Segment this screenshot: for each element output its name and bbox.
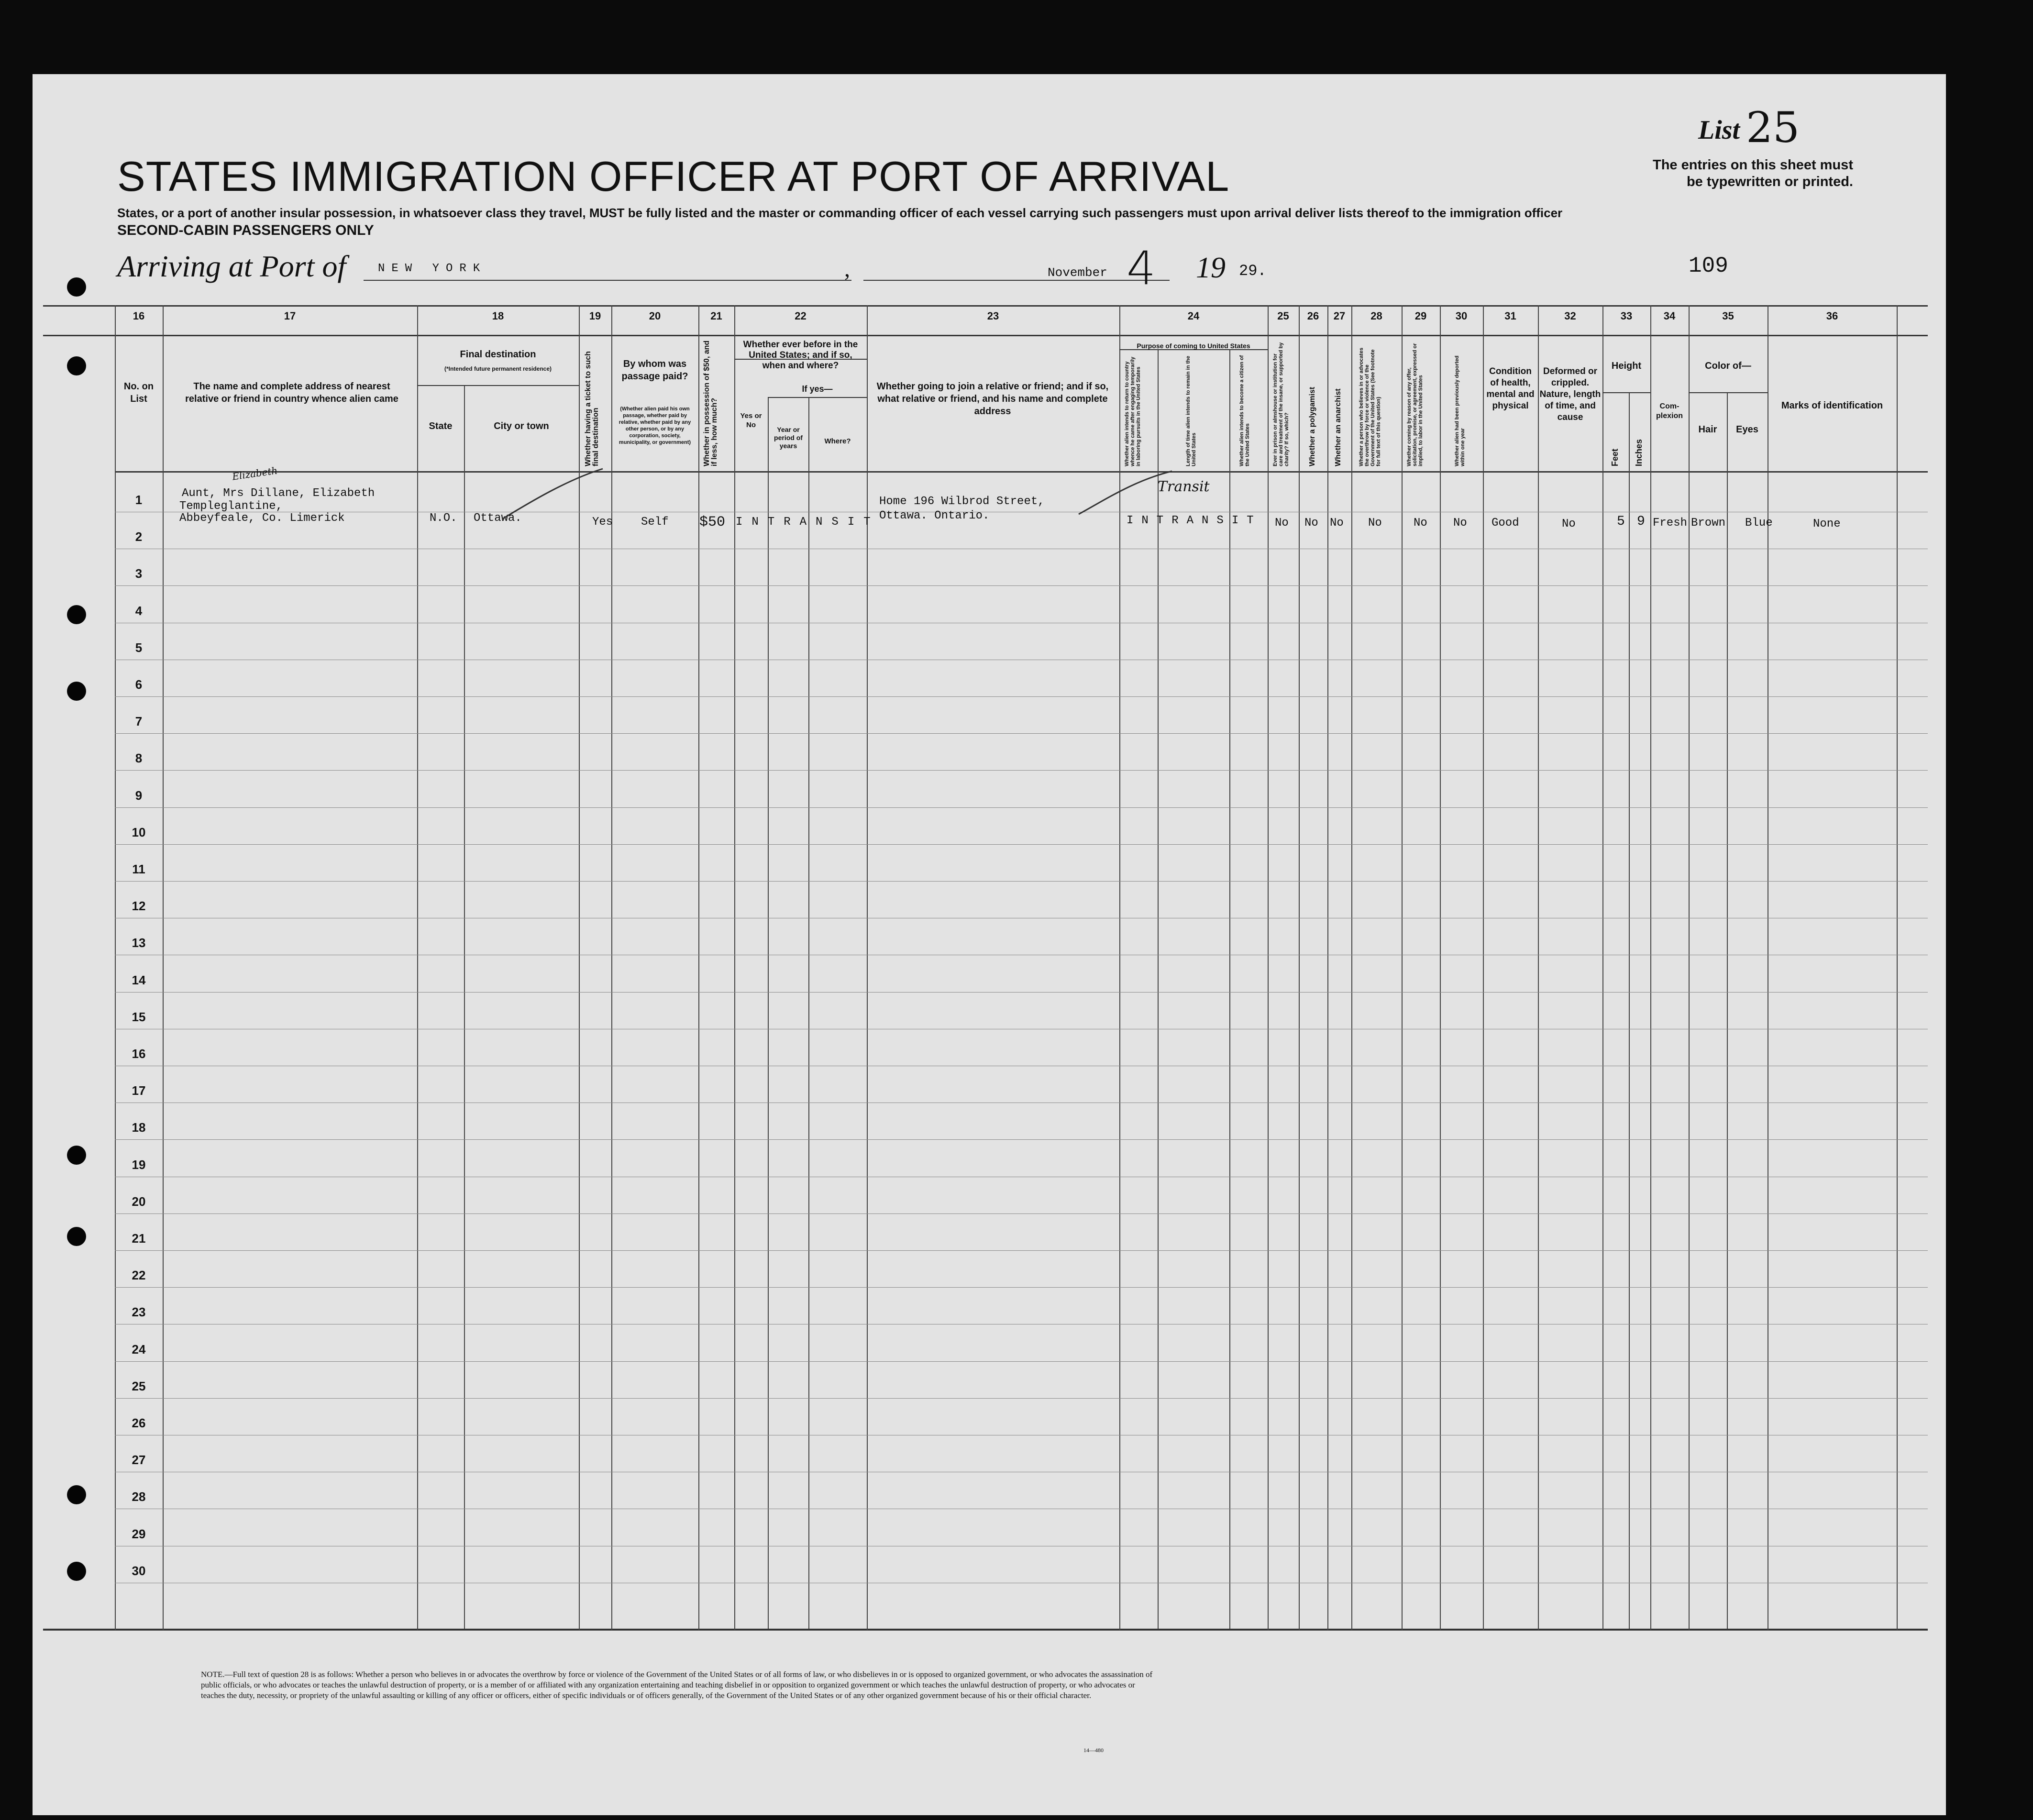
row-number: 28 xyxy=(132,1489,146,1504)
header-rule xyxy=(43,335,1928,336)
header-final-destination: Final destination xyxy=(460,349,536,360)
header-state: State xyxy=(429,421,453,431)
passage-value: Self xyxy=(641,516,669,529)
col-line xyxy=(808,397,809,1629)
row-number: 1 xyxy=(135,493,143,507)
header-prison: Ever in prison or almshouse or institution for care and treatment of the insane, or supported by charity? If so, which? xyxy=(1272,342,1290,466)
header-purpose-b: Length of time alien intends to remain in the United States xyxy=(1185,355,1197,466)
row-number: 29 xyxy=(132,1527,146,1541)
c30-value: No xyxy=(1453,517,1467,529)
header-labor-offer: Whether coming by reason of any offer, solicitation, promise, or agreement, expressed or implied, to labor in the United States xyxy=(1406,343,1424,466)
col-number: 18 xyxy=(492,310,504,322)
port-underline xyxy=(364,280,851,281)
eyes-value: Blue xyxy=(1745,517,1773,529)
row-number: 5 xyxy=(135,640,143,655)
arrival-month: November xyxy=(1048,265,1107,280)
row-rule xyxy=(115,1398,1928,1399)
col-number: 24 xyxy=(1187,310,1200,322)
relative-line2: Templeglantine, xyxy=(179,500,283,513)
header-purpose-c: Whether alien intends to become a citizen of the United States xyxy=(1239,355,1250,466)
col-line xyxy=(1402,305,1403,1630)
entries-note-line2: be typewritten or printed. xyxy=(1686,174,1853,189)
col-number: 31 xyxy=(1504,310,1516,322)
col-number: 36 xyxy=(1826,310,1838,322)
col-line xyxy=(1299,305,1300,1630)
col-line xyxy=(1727,392,1728,1629)
row-rule xyxy=(115,1139,1928,1140)
col-number: 34 xyxy=(1663,310,1676,322)
dest-city: Ottawa. xyxy=(474,512,522,525)
page-title: STATES IMMIGRATION OFFICER AT PORT OF ARRIVAL xyxy=(117,153,1230,200)
row-number: 17 xyxy=(132,1083,146,1098)
row-number: 8 xyxy=(135,751,143,765)
punch-hole xyxy=(67,1146,86,1165)
punch-hole xyxy=(67,277,86,297)
c27-value: No xyxy=(1330,517,1344,529)
relative-handwritten-note: Elizabeth xyxy=(231,464,278,483)
header-city: City or town xyxy=(494,421,549,431)
port-name: NEW YORK xyxy=(378,262,487,275)
col-number: 19 xyxy=(589,310,601,322)
row-number: 25 xyxy=(132,1379,146,1393)
health-value: Good xyxy=(1492,517,1519,529)
header-inches: Inches xyxy=(1634,439,1644,466)
row-number: 21 xyxy=(132,1231,146,1246)
relative-line1: Aunt, Mrs Dillane, Elizabeth xyxy=(182,487,375,500)
feet-value: 5 xyxy=(1617,514,1625,529)
footnote: NOTE.—Full text of question 28 is as follows: Whether a person who believes in or advocates the overthrow by force or violence of the Government of the United States or of all forms of law, or who disbelieves in or is opposed to organized government, or who advocates the assassination of public officials, or who advocates or teaches the unlawful destruction of property, or is a member of or affiliated with any organization entertaining and teaching disbelief in or opposition to organized government or which teaches the unlawful destruction of property, or who advocates or teaches the duty, necessity, or propriety of the unlawful assaulting or killing of any officer or officers, either of specific individuals or of officers generally, of the Government of the United States or of any other organized government because of his or their official character. xyxy=(201,1670,1153,1700)
header-color-of: Color of— xyxy=(1705,361,1751,371)
join-line2: Ottawa. Ontario. xyxy=(879,509,990,522)
row-number: 16 xyxy=(132,1047,146,1061)
row-rule xyxy=(115,770,1928,771)
purpose-value: INTRANSIT xyxy=(1127,514,1262,527)
row-rule xyxy=(115,696,1928,697)
row-number: 6 xyxy=(135,677,143,692)
row-number: 20 xyxy=(132,1194,146,1209)
col-line xyxy=(1689,305,1690,1630)
col-number: 21 xyxy=(710,310,722,322)
col-number: 23 xyxy=(987,310,999,322)
hair-value: Brown xyxy=(1691,517,1726,529)
header-period: Year or period of years xyxy=(774,426,803,450)
table-top-rule xyxy=(43,305,1928,307)
c26-value: No xyxy=(1304,517,1318,529)
punch-hole xyxy=(67,356,86,375)
purpose-handwritten: Transit xyxy=(1158,478,1210,495)
col-line xyxy=(1629,392,1630,1629)
row-number: 13 xyxy=(132,936,146,950)
complexion-value: Fresh xyxy=(1653,517,1688,529)
header-relative: The name and complete address of nearest relative or friend in country whence alien came xyxy=(185,381,398,404)
c28-value: No xyxy=(1368,517,1382,529)
row-rule xyxy=(115,881,1928,882)
arrival-day: 4 xyxy=(1127,242,1156,295)
row-number: 9 xyxy=(135,788,143,803)
row-number: 15 xyxy=(132,1010,146,1024)
col-line xyxy=(1351,305,1352,1630)
col-number: 25 xyxy=(1277,310,1289,322)
header-anarchist: Whether an anarchist xyxy=(1334,388,1342,466)
header-feet: Feet xyxy=(1610,448,1620,466)
col-line xyxy=(611,305,612,1630)
row-rule xyxy=(115,844,1928,845)
header-passage: By whom was passage paid? xyxy=(621,359,688,382)
comma: , xyxy=(844,256,850,282)
header-complexion: Com-plexion xyxy=(1656,402,1683,420)
row-rule xyxy=(115,585,1928,586)
dest-state: N.O. xyxy=(430,512,457,525)
arriving-label: Arriving at Port of xyxy=(117,249,346,283)
col-line xyxy=(163,305,164,1630)
marks-value: None xyxy=(1813,518,1841,530)
col-number: 30 xyxy=(1455,310,1468,322)
col-number: 16 xyxy=(133,310,145,322)
punch-hole xyxy=(67,1485,86,1504)
sub-rule xyxy=(1689,392,1768,393)
list-label: List xyxy=(1698,115,1740,145)
row-number: 14 xyxy=(132,973,146,987)
pencil-stroke xyxy=(1076,466,1177,519)
col-line xyxy=(768,397,769,1629)
table-bottom-rule xyxy=(43,1629,1928,1631)
row-rule xyxy=(115,733,1928,734)
sub-rule xyxy=(417,385,579,386)
row-rule xyxy=(115,992,1928,993)
header-deported: Whether alien had been previously deported within one year xyxy=(1454,355,1466,466)
row-rule xyxy=(115,1361,1928,1362)
row-number: 4 xyxy=(135,604,143,618)
col-line xyxy=(1897,305,1898,1630)
col-line xyxy=(464,385,465,1629)
col-number: 35 xyxy=(1722,310,1734,322)
header-possession: Whether in possession of $50, and if less, how much? xyxy=(703,340,718,466)
header-join: Whether going to join a relative or friend; and if so, what relative or friend, and his name and complete address xyxy=(876,381,1109,417)
header-ticket: Whether having a ticket to such final destination xyxy=(584,351,600,466)
row-number: 23 xyxy=(132,1305,146,1319)
row-number: 22 xyxy=(132,1268,146,1282)
col-line xyxy=(1158,349,1159,1629)
col-number: 28 xyxy=(1370,310,1382,322)
money-value: $50 xyxy=(699,514,726,530)
join-line1: Home 196 Wilbrod Street, xyxy=(879,495,1045,508)
row-number: 7 xyxy=(135,714,143,728)
c29-value: No xyxy=(1414,517,1427,529)
entries-note-line1: The entries on this sheet must xyxy=(1653,157,1853,173)
col-line xyxy=(1602,305,1603,1630)
col-line xyxy=(1440,305,1441,1630)
col-line xyxy=(698,305,699,1630)
col-number: 32 xyxy=(1564,310,1576,322)
form-code: 14—480 xyxy=(1083,1747,1104,1754)
before-value: INTRANSIT xyxy=(736,516,880,529)
header-yes-no: Yes or No xyxy=(740,412,762,429)
row-number: 30 xyxy=(132,1564,146,1578)
col-number: 22 xyxy=(795,310,807,322)
relative-line3: Abbeyfeale, Co. Limerick xyxy=(179,512,345,525)
deformed-value: No xyxy=(1562,518,1576,530)
header-no-on-list: No. on List xyxy=(123,381,154,404)
col-number: 20 xyxy=(649,310,661,322)
row-number: 2 xyxy=(135,529,143,544)
row-number: 10 xyxy=(132,825,146,839)
header-if-yes: If yes— xyxy=(802,384,833,394)
header-marks: Marks of identification xyxy=(1781,400,1883,411)
row-number: 24 xyxy=(132,1342,146,1357)
col-line xyxy=(417,305,418,1630)
col-line xyxy=(734,305,735,1630)
col-line xyxy=(1650,305,1651,1630)
ticket-value: Yes xyxy=(592,516,613,529)
sub-rule xyxy=(768,397,867,398)
header-purpose: Purpose of coming to United States xyxy=(1137,342,1250,350)
header-eyes: Eyes xyxy=(1736,424,1758,435)
list-number: 25 xyxy=(1746,103,1800,152)
col-line xyxy=(1268,305,1269,1630)
col-line xyxy=(1327,305,1328,1630)
punch-hole xyxy=(67,1227,86,1246)
header-overthrow: Whether a person who believes in or advocates the overthrow by force or violence of the Government of the United States (See footnote for full text of this question) xyxy=(1359,347,1381,466)
punch-hole xyxy=(67,682,86,701)
row-number: 27 xyxy=(132,1453,146,1467)
row-number: 3 xyxy=(135,566,143,581)
header-deformed: Deformed or crippled. Nature, length of time, and cause xyxy=(1539,366,1601,422)
col-line xyxy=(1538,305,1539,1630)
date-underline xyxy=(863,280,1170,281)
sheet-number: 109 xyxy=(1689,254,1728,278)
row-rule xyxy=(115,807,1928,808)
col-number: 29 xyxy=(1414,310,1427,322)
header-where: Where? xyxy=(824,437,851,445)
header-height: Height xyxy=(1611,361,1642,371)
header-hair: Hair xyxy=(1698,424,1717,435)
punch-hole xyxy=(67,1562,86,1581)
col-line xyxy=(115,305,116,1630)
col-number: 33 xyxy=(1620,310,1633,322)
col-number: 26 xyxy=(1307,310,1319,322)
col-line xyxy=(1483,305,1484,1630)
row-rule xyxy=(115,1250,1928,1251)
col-number: 17 xyxy=(284,310,296,322)
subtitle: States, or a port of another insular possession, in whatsoever class they travel, MUST be fully listed and the master or commanding officer of each vessel carrying such passengers must upon arrival deliver lists thereof to the immigration officer xyxy=(117,206,1563,220)
pencil-stroke xyxy=(497,466,608,524)
header-health: Condition of health, mental and physical xyxy=(1486,366,1535,411)
header-before: Whether ever before in the United States; and if so, when and where? xyxy=(743,340,858,371)
row-number: 26 xyxy=(132,1416,146,1430)
cabin-class: SECOND-CABIN PASSENGERS ONLY xyxy=(117,222,374,238)
row-number: 11 xyxy=(132,862,145,876)
col-line xyxy=(1229,349,1230,1629)
row-number: 18 xyxy=(132,1120,146,1135)
entries-note xyxy=(1653,157,1853,190)
header-purpose-a: Whether alien intends to return to country whence he came after engaging temporarily in laboring pursuits in the United States xyxy=(1124,356,1141,466)
year-suffix: 29. xyxy=(1239,262,1267,280)
header-final-destination-note: (*Intended future permanent residence) xyxy=(444,365,552,372)
col-number: 27 xyxy=(1333,310,1346,322)
inches-value: 9 xyxy=(1637,514,1645,529)
punch-hole xyxy=(67,605,86,624)
row-number: 12 xyxy=(132,899,146,913)
header-polygamist: Whether a polygamist xyxy=(1308,386,1316,466)
row-rule xyxy=(115,1213,1928,1214)
sub-rule xyxy=(1602,392,1650,393)
header-bottom-rule xyxy=(115,471,1928,473)
c25-value: No xyxy=(1275,517,1289,529)
year-prefix: 19 xyxy=(1196,252,1226,284)
row-number: 19 xyxy=(132,1158,146,1172)
header-passage-note: (Whether alien paid his own passage, whether paid by relative, whether paid by any other person, or by any corporation, society, municipality, or government) xyxy=(619,406,691,445)
row-rule xyxy=(115,1287,1928,1288)
col-line xyxy=(867,305,868,1630)
